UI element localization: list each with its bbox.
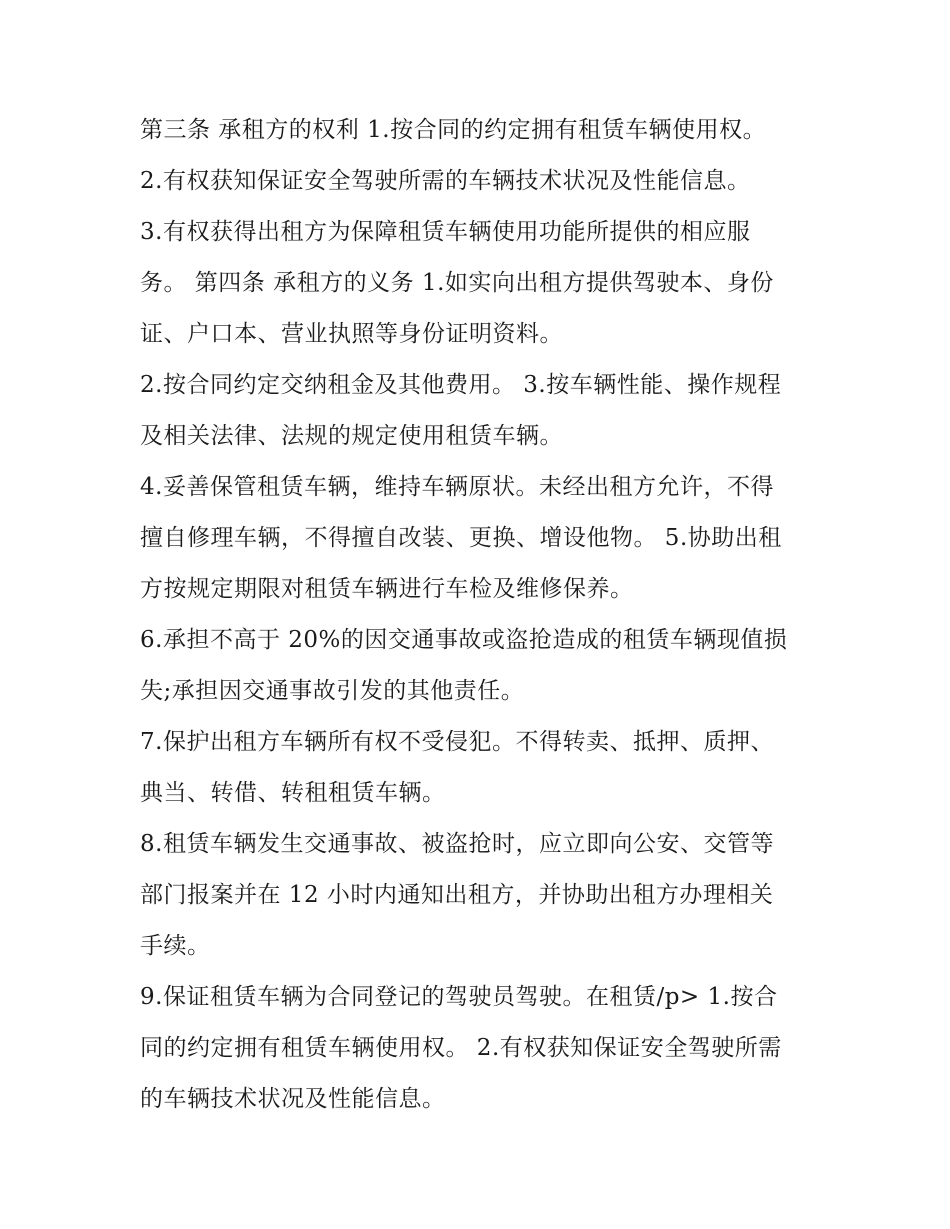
text-line: 第三条 承租方的权利 1.按合同的约定拥有租赁车辆使用权。	[140, 117, 767, 143]
text-line: 4.妥善保管租赁车辆，维持车辆原状。未经出租方允许，不得	[140, 474, 774, 500]
text-line: 3.有权获得出租方为保障租赁车辆使用功能所提供的相应服	[140, 219, 751, 245]
text-line: 2.有权获知保证安全驾驶所需的车辆技术状况及性能信息。	[140, 168, 751, 194]
text-line: 及相关法律、法规的规定使用租赁车辆。	[140, 423, 563, 449]
text-line: 2.按合同约定交纳租金及其他费用。 3.按车辆性能、操作规程	[140, 372, 782, 398]
document-body	[140, 105, 820, 1125]
text-line: 手续。	[140, 933, 211, 959]
text-line: 8.租赁车辆发生交通事故、被盗抢时，应立即向公安、交管等	[140, 831, 774, 857]
text-line: 擅自修理车辆，不得擅自改装、更换、增设他物。 5.协助出租	[140, 525, 782, 551]
text-line: 同的约定拥有租赁车辆使用权。 2.有权获知保证安全驾驶所需	[140, 1035, 782, 1061]
text-line: 7.保护出租方车辆所有权不受侵犯。不得转卖、抵押、质押、	[140, 729, 774, 755]
text-line: 典当、转借、转租租赁车辆。	[140, 780, 446, 806]
text-line: 务。 第四条 承租方的义务 1.如实向出租方提供驾驶本、身份	[140, 270, 774, 296]
text-line: 证、户口本、营业执照等身份证明资料。	[140, 321, 563, 347]
text-line: 6.承担不高于 20%的因交通事故或盗抢造成的租赁车辆现值损	[140, 627, 788, 653]
text-line: 失;承担因交通事故引发的其他责任。	[140, 678, 525, 704]
text-line: 部门报案并在 12 小时内通知出租方，并协助出租方办理相关	[140, 882, 774, 908]
text-line: 9.保证租赁车辆为合同登记的驾驶员驾驶。在租赁/p> 1.按合	[140, 984, 778, 1010]
text-line: 方按规定期限对租赁车辆进行车检及维修保养。	[140, 576, 634, 602]
text-line: 的车辆技术状况及性能信息。	[140, 1086, 446, 1112]
